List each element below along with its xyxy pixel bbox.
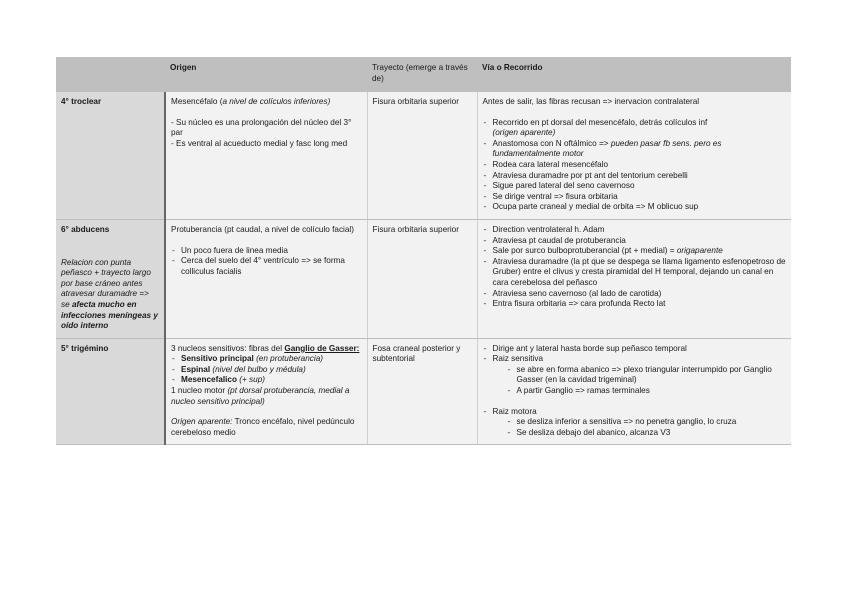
- list-item: - Sigue pared lateral del seno cavernoso: [483, 181, 787, 192]
- via-sublist: [507, 417, 787, 438]
- origen-cell: [165, 92, 367, 219]
- header-origen: Origen: [165, 57, 367, 92]
- origen-cell: [165, 219, 367, 338]
- header-blank: [56, 57, 165, 92]
- cranial-nerves-table: [56, 57, 791, 445]
- list-item: - se desliza inferior a sensitiva => no penetra ganglio, lo cruza: [507, 417, 787, 428]
- via-cell: [477, 338, 791, 445]
- list-item: - se abre en forma abanico => plexo triangular interrumpido por Ganglio Gasser (en la cavidad trigeminal): [507, 365, 787, 386]
- list-item: - Anastomosa con N oftálmico => pueden pasar fb sens. pero es fundamentalmente motor: [483, 139, 787, 160]
- header-trayecto: Trayecto (emerge a través de): [367, 57, 477, 92]
- origen-text: 3 nucleos sensitivos: fibras del: [171, 343, 285, 353]
- list-item: - Un poco fuera de linea media: [171, 246, 362, 257]
- via-intro: Antes de salir, las fibras recusan => inervacion contralateral: [482, 97, 700, 106]
- table-row: [56, 338, 791, 445]
- nerve-label: 4° troclear: [61, 97, 102, 106]
- origen-paragraph: - Su núcleo es una prolongación del núcleo del 3° par: [171, 117, 352, 138]
- nerve-label: 5° trigémino: [61, 343, 109, 353]
- nerve-name: [56, 338, 165, 445]
- list-item: - Se desliza debajo del abanico, alcanza V3: [507, 428, 787, 439]
- motor-text-italic: (pt dorsal protuberancia, medial a nucleo sensitivo principal): [171, 386, 350, 406]
- origen-cell: [165, 338, 367, 445]
- list-item: - Sensitivo principal (en protuberancia): [171, 354, 362, 365]
- via-list: [483, 344, 787, 397]
- header-via: Vía o Recorrido: [477, 57, 791, 92]
- list-item: - Cerca del suelo del 4° ventrículo => se forma colliculus facialis: [171, 256, 362, 277]
- list-item: - Atraviesa pt caudal de protuberancia: [483, 236, 787, 247]
- origen-text: Mesencéfalo (: [171, 97, 223, 106]
- nerve-label: 6° abducens: [61, 224, 110, 234]
- ganglio-label: Ganglio de Gasser:: [284, 343, 360, 353]
- table-row: [56, 219, 791, 338]
- origen-text-italic: a nivel de colículos inferiores): [222, 97, 331, 106]
- trayecto-cell: Fosa craneal posterior y subtentorial: [367, 338, 477, 445]
- list-item: - Rodea cara lateral mesencéfalo: [483, 160, 787, 171]
- list-item: - Raiz sensitiva - se abre en forma abanico => plexo triangular interrumpido por Ganglio Gasser (en la cavidad trigeminal) - A partir Ganglio => ramas terminales: [483, 354, 787, 396]
- trayecto-cell: Fisura orbitaria superior: [367, 92, 477, 219]
- motor-text: 1 nucleo motor: [171, 386, 228, 396]
- via-list: [483, 225, 787, 310]
- origen-paragraph: - Es ventral al acueducto medial y fasc long med: [171, 138, 348, 148]
- list-item: - A partir Ganglio => ramas terminales: [507, 386, 787, 397]
- trayecto-cell: Fisura orbitaria superior: [367, 219, 477, 338]
- list-item: - Atraviesa duramadre por pt ant del tentorium cerebelli: [483, 171, 787, 182]
- nerve-name: [56, 219, 165, 338]
- clinical-note: Relacion con punta peñasco + trayecto largo por base cráneo antes atravesar duramadre => se afecta mucho en infecciones meníngeas y oído interno: [61, 257, 158, 331]
- list-item: - Atraviesa seno cavernoso (al lado de carotida): [483, 289, 787, 300]
- list-item: - Entra fisura orbitaria => cara profunda Recto lat: [483, 299, 787, 310]
- origen-aparente-label: Origen aparente:: [171, 417, 233, 427]
- list-item: - Espinal (nivel del bulbo y médula): [171, 365, 362, 376]
- origen-list: [171, 246, 362, 278]
- list-item: - Se dirige ventral => fisura orbitaria: [483, 192, 787, 203]
- via-sublist: [507, 365, 787, 397]
- list-item: - Direction ventrolateral h. Adam: [483, 225, 787, 236]
- list-item: - Ocupa parte craneal y medial de orbita => M oblicuo sup: [483, 202, 787, 213]
- list-item: - Atraviesa duramadre (la pt que se despega se llama ligamento esfenopetroso de Gruber) entre el clivus y cresta piramidal del H temporal, dejando un canal en cara cerebelosa del peñasco: [483, 257, 787, 289]
- via-cell: [477, 92, 791, 219]
- table-header-row: [56, 57, 791, 92]
- via-list: [483, 118, 787, 213]
- list-item: - Raiz motora - se desliza inferior a sensitiva => no penetra ganglio, lo cruza - Se desliza debajo del abanico, alcanza V3: [483, 407, 787, 439]
- via-cell: [477, 219, 791, 338]
- origen-aparente-text: Tronco encéfalo, nivel pedúnculo cerebeloso medio: [171, 417, 355, 437]
- list-item: - Dirige ant y lateral hasta borde sup peñasco temporal: [483, 344, 787, 355]
- list-item: - Recorrido en pt dorsal del mesencéfalo, detrás colículos inf (origen aparente): [483, 118, 787, 139]
- origen-text: Protuberancia (pt caudal, a nivel de colículo facial): [171, 224, 354, 234]
- nerve-name: [56, 92, 165, 219]
- list-item: - Mesencefalico (+ sup): [171, 375, 362, 386]
- via-list: [483, 407, 787, 439]
- origen-list: [171, 354, 362, 386]
- list-item: - Sale por surco bulboprotuberancial (pt + medial) = origaparente: [483, 246, 787, 257]
- table-row: [56, 92, 791, 219]
